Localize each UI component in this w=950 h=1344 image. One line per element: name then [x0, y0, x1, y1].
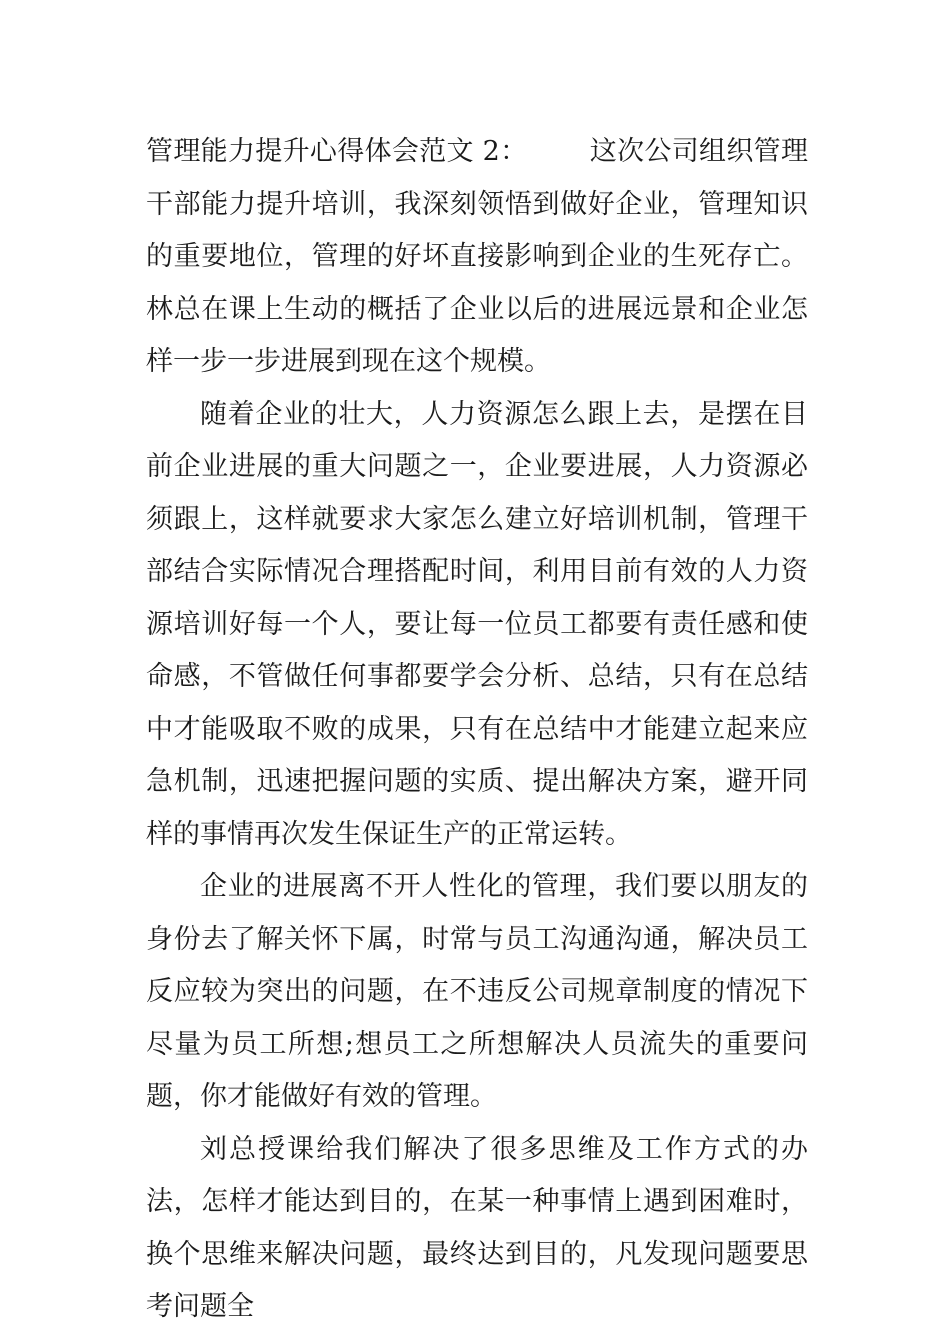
intro-paragraph: [146, 126, 808, 389]
document-body: [146, 126, 808, 1334]
paragraph-2: 随着企业的壮大，人力资源怎么跟上去，是摆在目前企业进展的重大问题之一，企业要进展，人力资源必须跟上，这样就要求大家怎么建立好培训机制，管理干部结合实际情况合理搭配时间，利用目前有效的人力资源培训好每一个人，要让每一位员工都要有责任感和使命感，不管做任何事都要学会分析、总结，只有在总结中才能吸取不败的成果，只有在总结中才能建立起来应急机制，迅速把握问题的实质、提出解决方案，避开同样的事情再次发生保证生产的正常运转。: [146, 398, 808, 850]
paragraph-4: 刘总授课给我们解决了很多思维及工作方式的办法，怎样才能达到目的，在某一种事情上遇到困难时，换个思维来解决问题，最终达到目的，凡发现问题要思考问题全: [146, 1133, 808, 1322]
paragraph-3: 企业的进展离不开人性化的管理，我们要以朋友的身份去了解关怀下属，时常与员工沟通沟通，解决员工反应较为突出的问题，在不违反公司规章制度的情况下尽量为员工所想;想员工之所想解决人员流失的重要问题，你才能做好有效的管理。: [146, 871, 808, 1112]
paragraph-1-text: 这次公司组织管理干部能力提升培训，我深刻领悟到做好企业，管理知识的重要地位，管理的好坏直接影响到企业的生死存亡。林总在课上生动的概括了企业以后的进展远景和企业怎样一步一步进展到现在这个规模。: [146, 136, 809, 377]
document-heading: 管理能力提升心得体会范文 2：: [146, 136, 528, 167]
